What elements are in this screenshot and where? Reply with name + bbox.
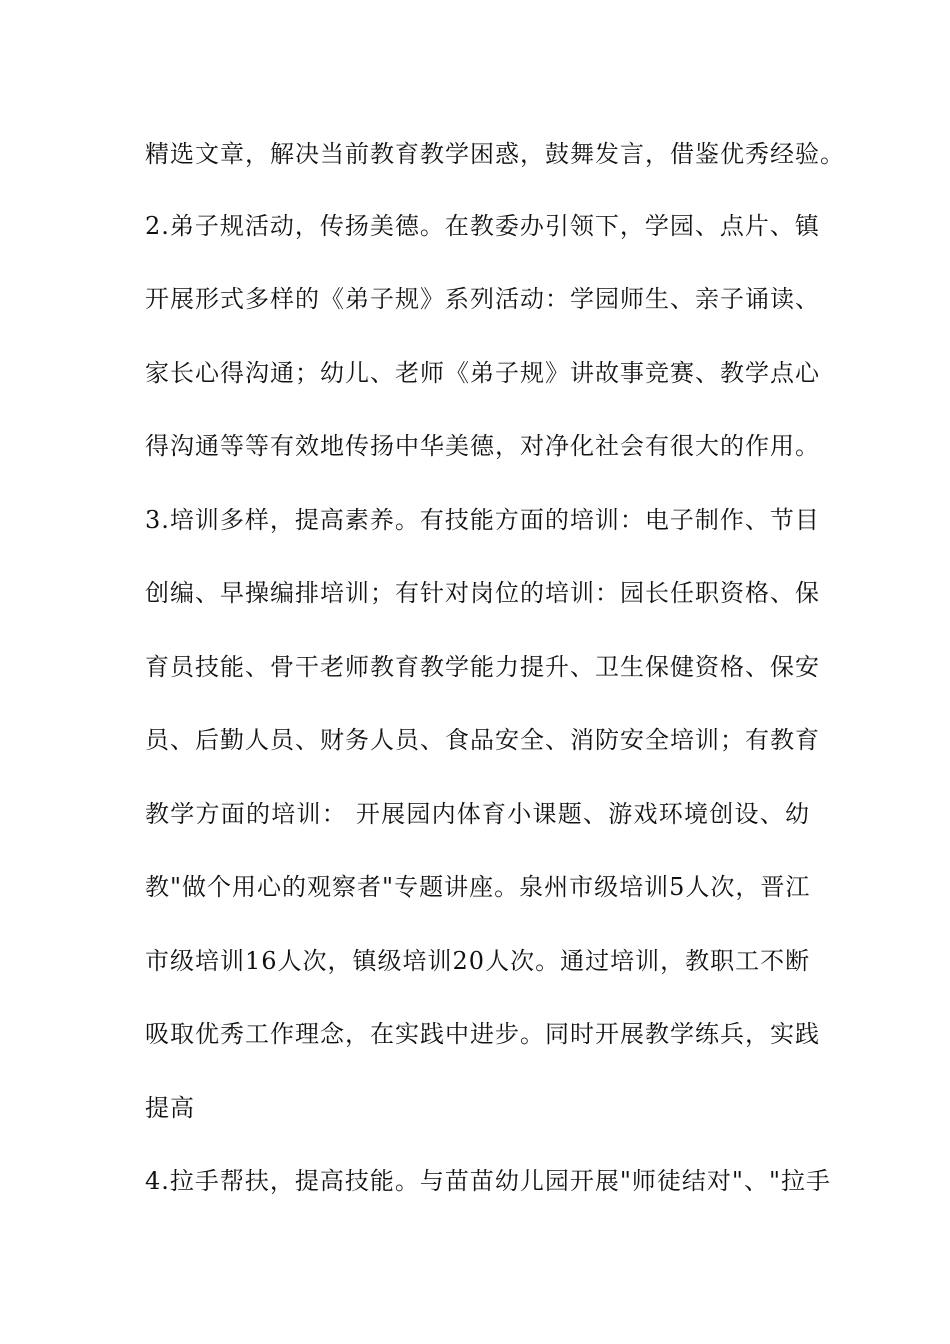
text-line-6: 3.培训多样，提高素养。有技能方面的培训：电子制作、节目 (145, 506, 820, 534)
text-line-7: 创编、早操编排培训；有针对岗位的培训：园长任职资格、保 (145, 579, 820, 607)
text-line-3: 开展形式多样的《弟子规》系列活动：学园师生、亲子诵读、 (145, 285, 820, 313)
text-line-13: 吸取优秀工作理念，在实践中进步。同时开展教学练兵，实践 (145, 1020, 820, 1048)
text-line-12: 市级培训16人次，镇级培训20人次。通过培训，教职工不断 (145, 947, 811, 975)
text-line-10: 教学方面的培训： 开展园内体育小课题、游戏环境创设、幼 (145, 800, 810, 828)
text-line-1: 精选文章，解决当前教育教学困惑，鼓舞发言，借鉴优秀经验。 (145, 140, 845, 168)
text-line-8: 育员技能、骨干老师教育教学能力提升、卫生保健资格、保安 (145, 653, 820, 681)
text-line-15: 4.拉手帮扶，提高技能。与苗苗幼儿园开展"师徒结对"、"拉手 (145, 1167, 832, 1195)
text-line-14: 提高 (145, 1094, 195, 1122)
text-line-9: 员、后勤人员、财务人员、食品安全、消防安全培训；有教育 (145, 726, 820, 754)
text-line-11: 教"做个用心的观察者"专题讲座。泉州市级培训5人次，晋江 (145, 873, 811, 901)
text-line-2: 2.弟子规活动，传扬美德。在教委办引领下，学园、点片、镇 (145, 212, 820, 240)
text-line-5: 得沟通等等有效地传扬中华美德，对净化社会有很大的作用。 (145, 432, 820, 460)
text-line-4: 家长心得沟通；幼儿、老师《弟子规》讲故事竞赛、教学点心 (145, 359, 820, 387)
